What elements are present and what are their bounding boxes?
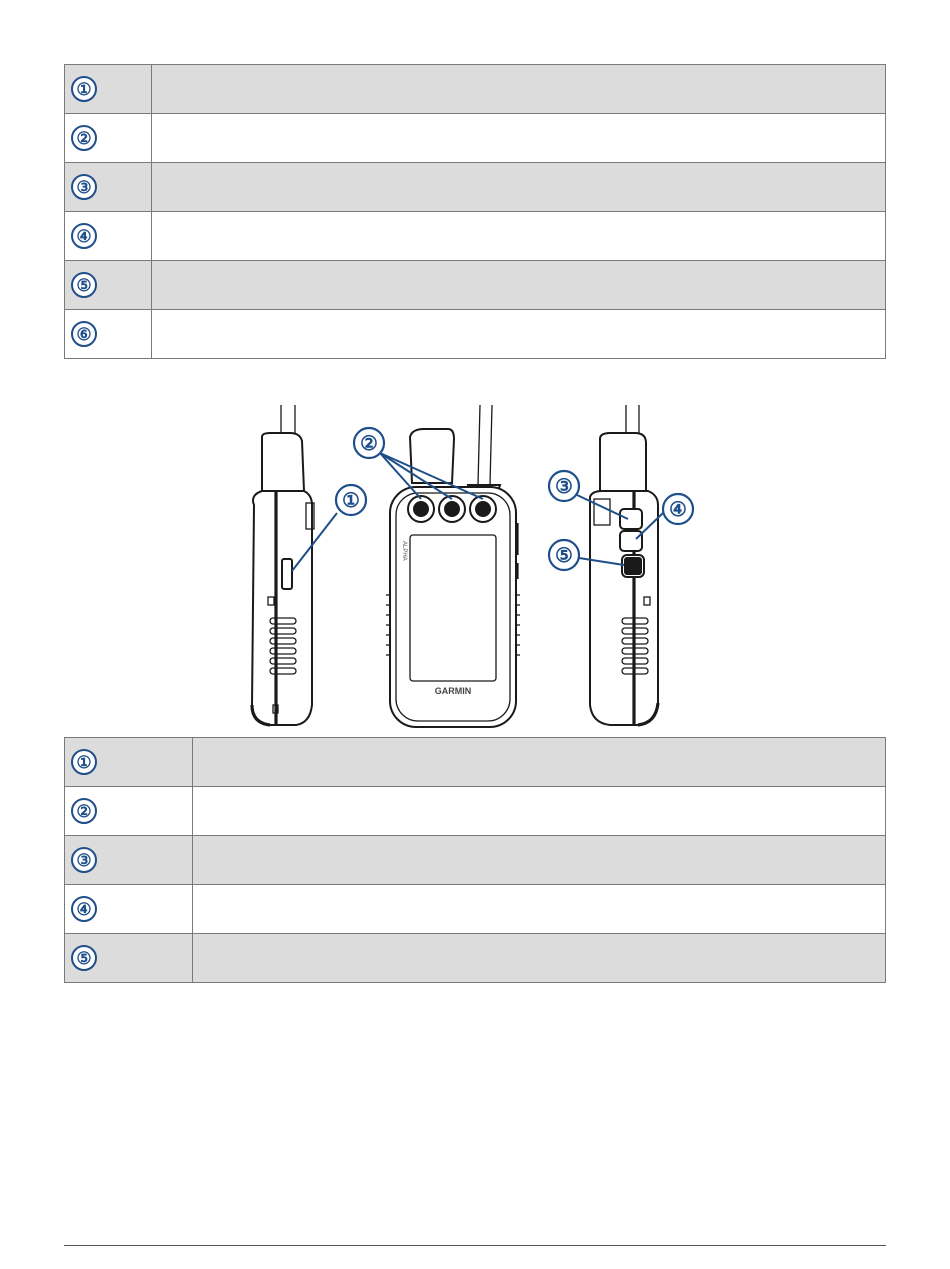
callout-description [152, 261, 886, 310]
device-front-view [386, 405, 520, 727]
callout-description [193, 738, 886, 787]
callout-number-badge: ③ [71, 847, 97, 873]
callout-5-label: ⑤ [555, 545, 573, 567]
callout-description [193, 934, 886, 983]
callout-number-badge: ② [71, 798, 97, 824]
callout-table-top [64, 64, 886, 359]
callout-description [152, 310, 886, 359]
callout-description [193, 787, 886, 836]
callout-table-bottom [64, 737, 886, 983]
model-label: ALPHA [401, 541, 407, 561]
brand-logo-text: GARMIN [434, 686, 472, 696]
table-row [65, 934, 886, 983]
table-row [65, 885, 886, 934]
callout-4-label: ④ [669, 499, 687, 521]
device-left-side-view [252, 405, 314, 725]
table-row [65, 114, 886, 163]
callout-description [193, 885, 886, 934]
callout-number-badge: ⑥ [71, 321, 97, 347]
callout-number-badge: ⑤ [71, 945, 97, 971]
callout-number-badge: ④ [71, 223, 97, 249]
callout-description [152, 114, 886, 163]
callout-number-badge: ② [71, 125, 97, 151]
table-row [65, 836, 886, 885]
callout-1-label: ① [342, 490, 360, 512]
callout-description [152, 65, 886, 114]
footer-divider [64, 1245, 886, 1246]
callout-description [193, 836, 886, 885]
callout-description [152, 212, 886, 261]
table-row [65, 261, 886, 310]
table-row [65, 738, 886, 787]
callout-number-badge: ⑤ [71, 272, 97, 298]
callout-description [152, 163, 886, 212]
callout-number-badge: ① [71, 749, 97, 775]
callout-number-badge: ④ [71, 896, 97, 922]
callout-2-label: ② [360, 433, 378, 455]
device-illustration [240, 405, 710, 730]
table-row [65, 212, 886, 261]
table-row [65, 310, 886, 359]
table-row [65, 787, 886, 836]
table-row [65, 65, 886, 114]
callout-number-badge: ① [71, 76, 97, 102]
callout-3-label: ③ [555, 476, 573, 498]
callout-number-badge: ③ [71, 174, 97, 200]
table-row [65, 163, 886, 212]
